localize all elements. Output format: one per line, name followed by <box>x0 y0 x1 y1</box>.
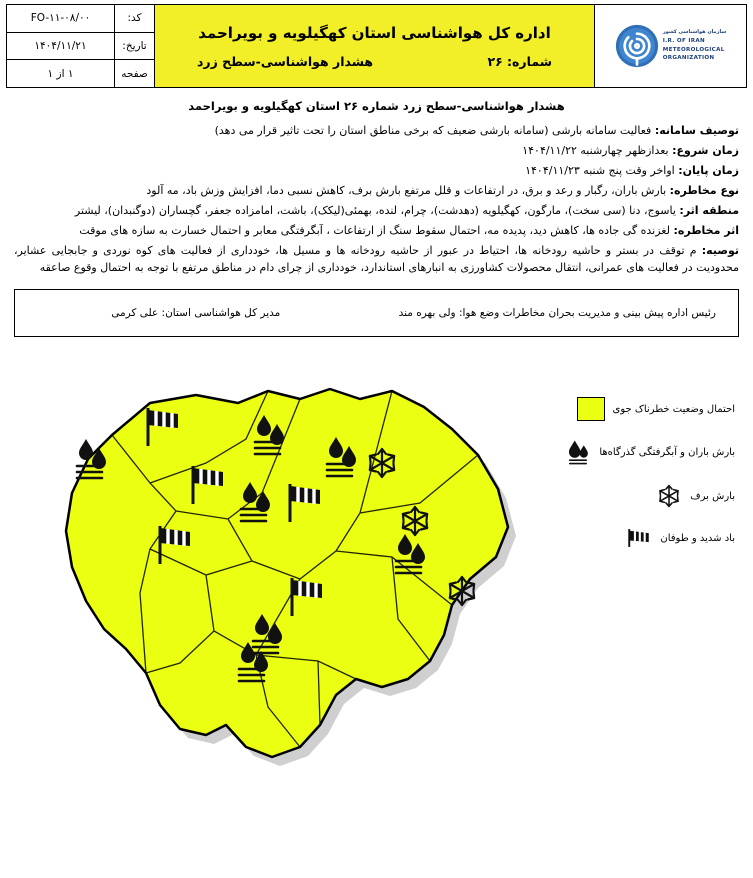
field-text: یاسوج، دنا (سی سخت)، مارگون، کهگیلویه (دهدشت)، چرام، لنده، بهمئی(لیکک)، باشت، امامزاده جعفر، گچساران (دوگنبدان)، لیشتر <box>74 204 676 218</box>
header-meta-table <box>7 5 155 87</box>
logo-text-block <box>663 29 727 63</box>
field-label: توصیه: <box>701 244 739 258</box>
legend-item-yellow-alert <box>523 397 735 421</box>
meta-label-page: صفحه <box>114 60 154 87</box>
signature-director-general: مدیر کل هواشناسی استان: علی کرمی <box>111 307 281 320</box>
windsock-icon <box>626 526 652 550</box>
page-title: هشدار هواشناسی-سطح زرد شماره ۲۶ استان کهگیلویه و بویراحمد <box>188 99 565 113</box>
field-label: زمان پایان: <box>678 164 739 178</box>
imo-logo-icon <box>615 24 659 68</box>
rain-drops-icon <box>565 438 591 466</box>
field-text: اواخر وقت پنج شنبه ۱۴۰۴/۱۱/۲۳ <box>525 164 675 178</box>
legend-item-rain <box>523 438 735 466</box>
field-hazard-impact <box>14 222 739 239</box>
legend-label: بارش باران و آبگرفتگی گذرگاه‌ها <box>599 446 735 458</box>
alert-fields <box>14 122 739 276</box>
meta-value-code: FO-۱۱-۰۸/۰۰ <box>30 12 91 25</box>
meta-row-date <box>7 33 154 61</box>
field-label: منطقه اثر: <box>679 204 739 218</box>
field-label: زمان شروع: <box>672 144 739 158</box>
organization-logo <box>594 5 746 87</box>
snowflake-icon <box>656 483 682 509</box>
yellow-swatch-icon <box>577 397 605 421</box>
header-title-block <box>155 5 594 87</box>
field-end-time <box>14 162 739 179</box>
meta-label-date: تاریخ: <box>114 33 154 60</box>
meta-label-code: کد: <box>114 5 154 32</box>
meta-row-page <box>7 60 154 87</box>
signature-forecast-chief: رئیس اداره پیش بینی و مدیریت بحران مخاطرات وضع هوا: ولی بهره مند <box>398 307 716 320</box>
field-affected-area <box>14 202 739 219</box>
alert-number: شماره: ۲۶ <box>487 53 552 69</box>
field-label: اثر مخاطره: <box>673 224 739 238</box>
province-outline <box>66 389 516 766</box>
field-text: فعالیت سامانه بارشی (سامانه بارشی ضعیف که برخی مناطق استان را تحت تاثیر قرار می دهد) <box>214 124 652 137</box>
logo-line-fa: سازمان هواشناسی کشور <box>662 29 727 36</box>
hazard-map <box>0 343 753 775</box>
legend-item-wind <box>523 526 735 550</box>
meta-value-page: ۱ از ۱ <box>47 67 74 80</box>
legend-label: باد شدید و طوفان <box>660 532 735 544</box>
logo-line-3: ORGANIZATION <box>662 55 715 62</box>
field-text: بارش باران، رگبار و رعد و برق، در ارتفاعات و قلل مرتفع بارش برف، کاهش نسبی دما، افزایش وزش باد، مه آلود <box>146 184 667 198</box>
legend-label: بارش برف <box>690 490 735 502</box>
field-text: بعدازظهر چهارشنبه ۱۴۰۴/۱۱/۲۲ <box>522 144 669 158</box>
logo-line-2: METEOROLOGICAL <box>662 46 725 53</box>
field-hazard-type <box>14 182 739 199</box>
field-recommendations <box>14 242 739 276</box>
signature-box <box>14 289 739 337</box>
document-header <box>6 4 747 88</box>
field-text: م توقف در بستر و حاشیه رودخانه ها، احتیاط در عبور از حاشیه رودخانه ها و مسیل ها، خودداری از فعالیت های کوه نوردی و جابجایی عشایر، محدودیت در فعالیت های عمرانی، انتقال محصولات کشاورزی به انبارهای استاندارد، خودداری از چرای دام در مناطق مرتفع با توجه به احتمال وقوع صاعقه <box>14 244 739 275</box>
field-start-time <box>14 142 739 159</box>
alert-type: هشدار هواشناسی-سطح زرد <box>197 53 374 69</box>
field-label: نوع مخاطره: <box>669 184 739 198</box>
logo-line-1: I.R. OF IRAN <box>662 37 705 44</box>
meta-value-date: ۱۴۰۴/۱۱/۲۱ <box>34 40 87 52</box>
legend-item-snow <box>523 483 735 509</box>
field-label: توصیف سامانه: <box>654 124 739 137</box>
field-text: لغزنده گی جاده ها، کاهش دید، پدیده مه، احتمال سقوط سنگ از ارتفاعات ، آبگرفتگی معابر و احتمال خسارت به سازه های موقت <box>79 224 670 238</box>
meta-row-code <box>7 5 154 33</box>
legend-label: احتمال وضعیت خطرناک جوی <box>612 403 735 415</box>
map-legend <box>523 397 735 567</box>
org-title: اداره کل هواشناسی استان کهگیلویه و بویراحمد <box>198 23 551 42</box>
field-system-description <box>14 122 739 139</box>
